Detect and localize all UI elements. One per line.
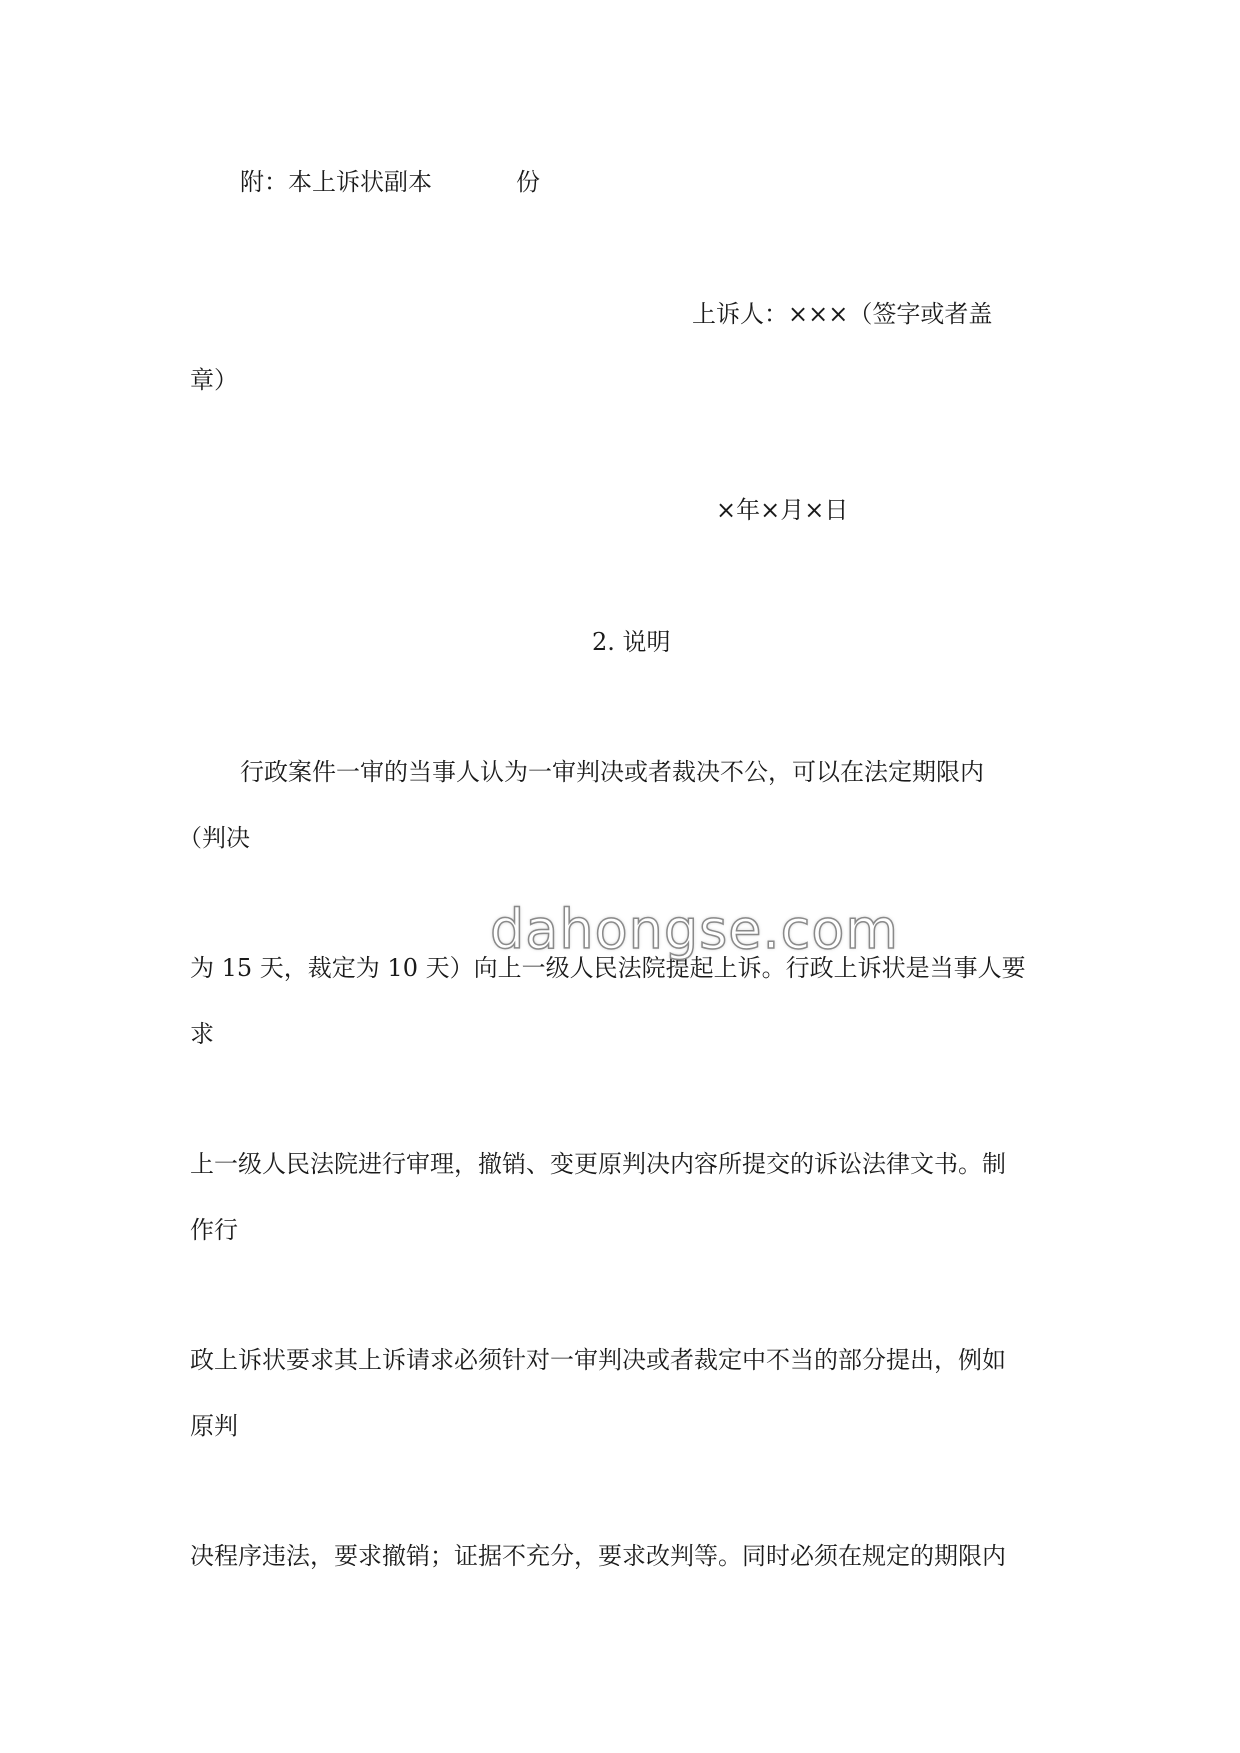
body-line: 政上诉状要求其上诉请求必须针对一审判决或者裁定中不当的部分提出，例如 <box>190 1346 1006 1374</box>
body-line: 作行 <box>190 1216 238 1244</box>
signature-line-2: 章） <box>190 366 238 394</box>
body-line: 决程序违法，要求撤销；证据不充分，要求改判等。同时必须在规定的期限内 <box>190 1542 1006 1570</box>
body-line: 原判 <box>190 1412 238 1440</box>
body-line: （判决 <box>178 824 250 852</box>
section-heading: 2. 说明 <box>592 628 671 656</box>
signature-line-1: 上诉人：×××（签字或者盖 <box>692 300 993 328</box>
body-line: 为 15 天，裁定为 10 天）向上一级人民法院提起上诉。行政上诉状是当事人要 <box>190 954 1026 982</box>
attachment-unit: 份 <box>516 168 540 196</box>
watermark: dahongse.com <box>490 898 899 961</box>
body-line: 上一级人民法院进行审理，撤销、变更原判决内容所提交的诉讼法律文书。制 <box>190 1150 1006 1178</box>
body-line: 行政案件一审的当事人认为一审判决或者裁决不公，可以在法定期限内 <box>240 758 984 786</box>
date-line: ×年×月×日 <box>716 496 849 524</box>
body-line: 求 <box>190 1020 214 1048</box>
attachment-label: 附：本上诉状副本 <box>240 168 432 196</box>
